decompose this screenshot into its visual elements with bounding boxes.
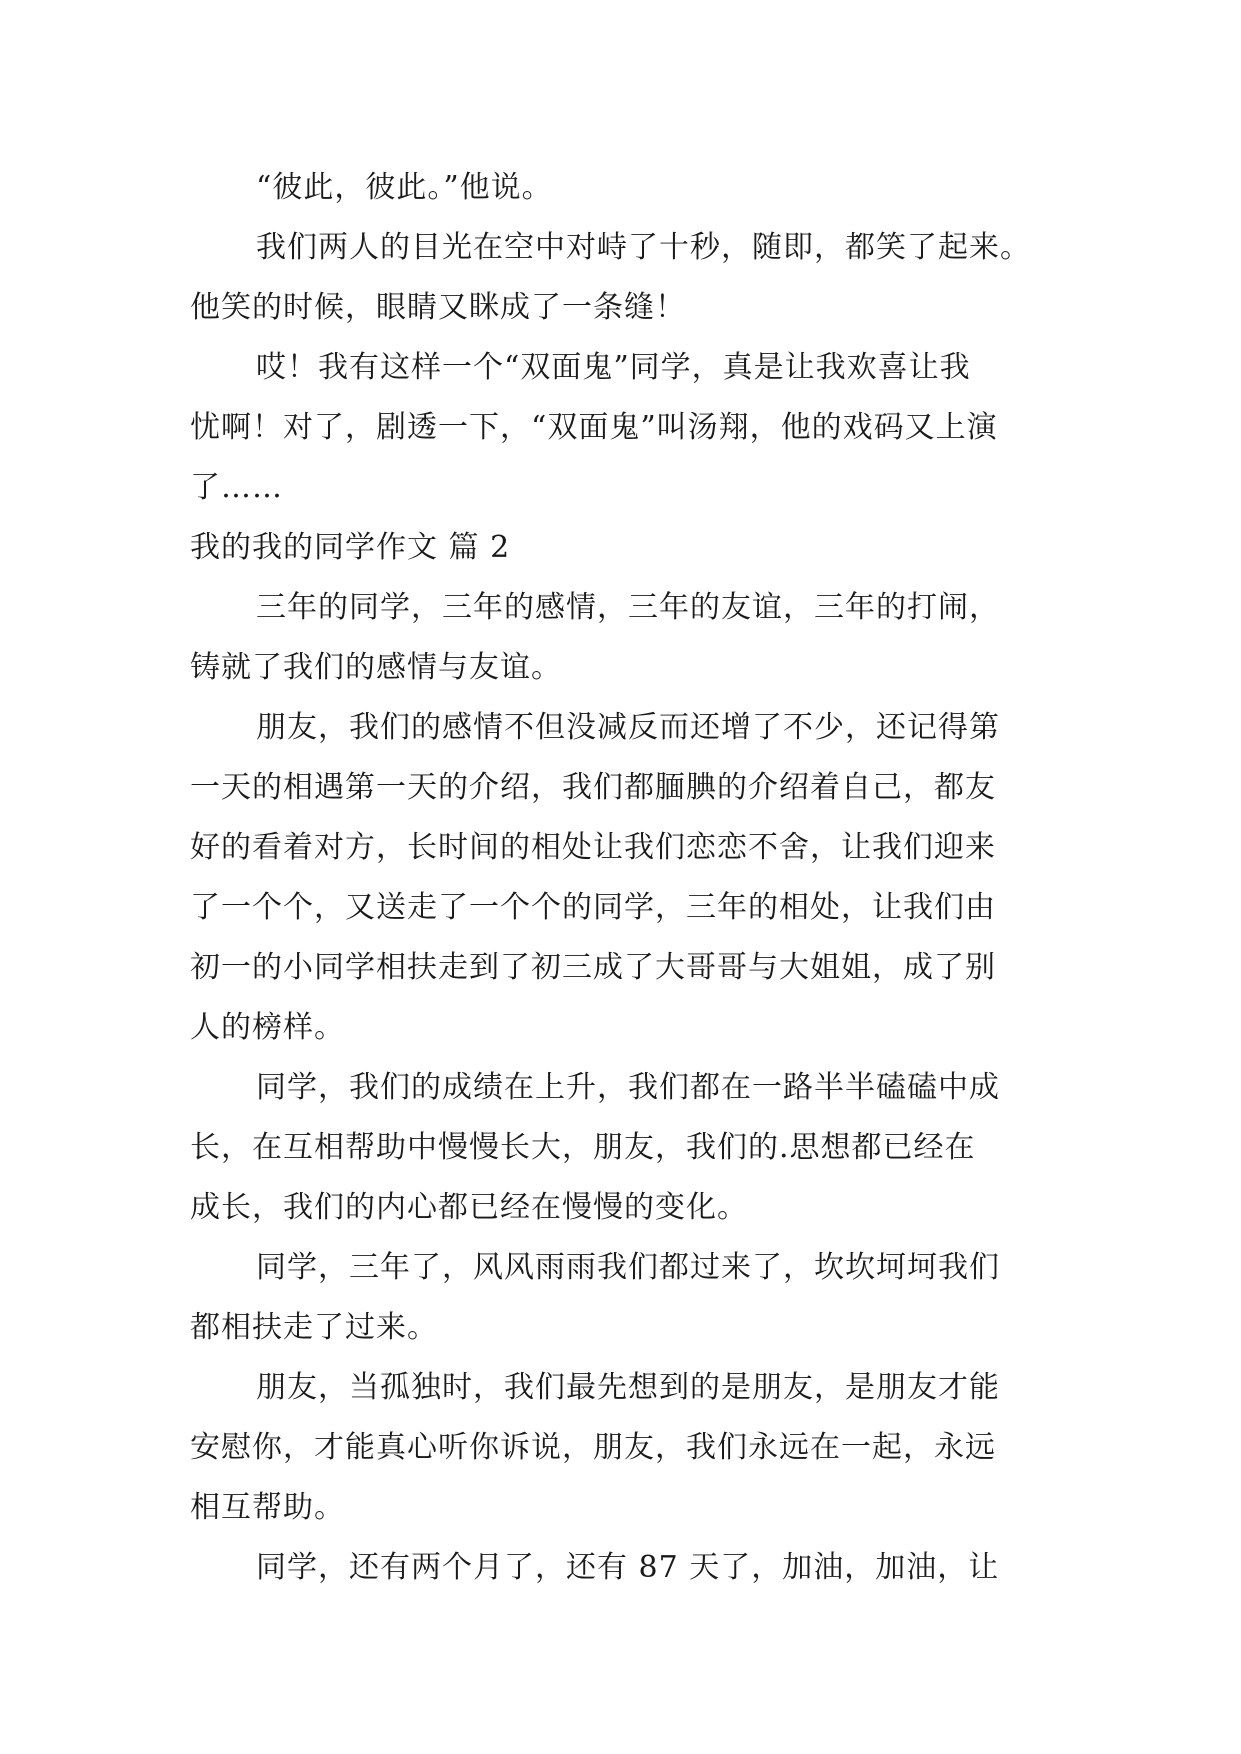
paragraph-line: 三年的同学，三年的感情，三年的友谊，三年的打闹，: [256, 590, 1000, 625]
paragraph-line: 哎！我有这样一个“双面鬼”同学，真是让我欢喜让我: [256, 350, 971, 385]
paragraph-line: 同学，还有两个月了，还有 87 天了，加油，加油，让: [256, 1550, 1000, 1585]
paragraph-line: 朋友，我们的感情不但没减反而还增了不少，还记得第: [256, 710, 1000, 745]
paragraph-line: 长，在互相帮助中慢慢长大，朋友，我们的.思想都已经在: [190, 1130, 976, 1165]
paragraph-line: 好的看着对方，长时间的相处让我们恋恋不舍，让我们迎来: [190, 830, 996, 865]
paragraph-line: 了……: [190, 470, 283, 505]
paragraph-line: 铸就了我们的感情与友谊。: [190, 650, 562, 685]
paragraph-line: 初一的小同学相扶走到了初三成了大哥哥与大姐姐，成了别: [190, 950, 996, 985]
paragraph-line: 了一个个，又送走了一个个的同学，三年的相处，让我们由: [190, 890, 996, 925]
paragraph-line: 相互帮助。: [190, 1490, 345, 1525]
document-body: [190, 158, 1070, 1598]
paragraph-line: 同学，我们的成绩在上升，我们都在一路半半磕磕中成: [256, 1070, 1000, 1105]
paragraph-line: 都相扶走了过来。: [190, 1310, 438, 1345]
paragraph-line: 他笑的时候，眼睛又眯成了一条缝！: [190, 290, 686, 325]
paragraph-line: 人的榜样。: [190, 1010, 345, 1045]
paragraph-line: 安慰你，才能真心听你诉说，朋友，我们永远在一起，永远: [190, 1430, 996, 1465]
paragraph-line: 一天的相遇第一天的介绍，我们都腼腆的介绍着自己，都友: [190, 770, 996, 805]
paragraph-line: 成长，我们的内心都已经在慢慢的变化。: [190, 1190, 748, 1225]
paragraph-line: 朋友，当孤独时，我们最先想到的是朋友，是朋友才能: [256, 1370, 1000, 1405]
paragraph-line: 同学，三年了，风风雨雨我们都过来了，坎坎坷坷我们: [256, 1250, 1000, 1285]
section-heading: 我的我的同学作文 篇 2: [190, 530, 511, 565]
paragraph-line: “彼此，彼此。”他说。: [256, 170, 553, 205]
paragraph-line: 忧啊！对了，剧透一下，“双面鬼”叫汤翔，他的戏码又上演: [190, 410, 998, 445]
paragraph-line: 我们两人的目光在空中对峙了十秒，随即，都笑了起来。: [256, 230, 1031, 265]
